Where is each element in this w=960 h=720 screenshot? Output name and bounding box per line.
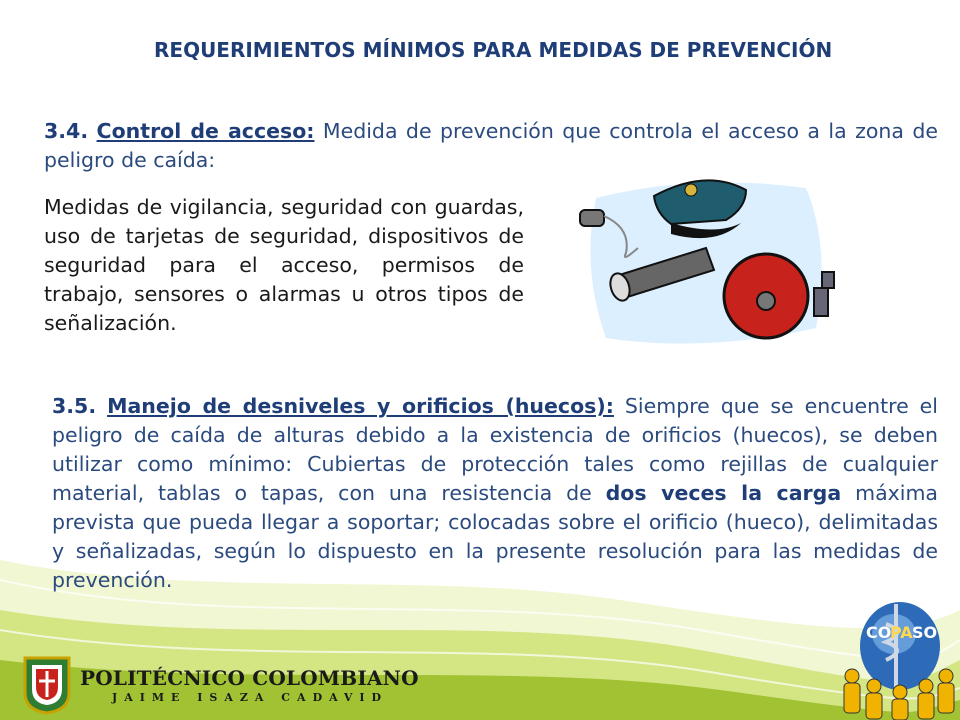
svg-text:SO: SO xyxy=(912,623,938,642)
svg-text:PA: PA xyxy=(890,623,913,642)
section-3-4-measures: Medidas de vigilancia, seguridad con guardas, uso de tarjetas de seguridad, dispositivos de seguridad para el acceso, permisos de trabajo, sensores o alarmas u otros tipos de señalización. xyxy=(44,195,524,335)
svg-text:CO: CO xyxy=(866,623,892,642)
section-3-5-heading: Manejo de desniveles y orificios (huecos): xyxy=(107,394,614,418)
section-3-5-text-1: Siempre que se encuentre el peligro de caída de alturas debido a la existencia de orificios (huecos), se deben utilizar como mínimo: Cubiertas de protección tales como rejillas de cualquier material, tablas o tapas, con una resistencia de xyxy=(52,394,938,505)
institution-name: POLITÉCNICO COLOMBIANO xyxy=(80,666,419,690)
slide-title: REQUERIMIENTOS MÍNIMOS PARA MEDIDAS DE PREVENCIÓN xyxy=(154,38,833,62)
section-3-5-text-2: máxima prevista que pueda llegar a soportar; colocadas sobre el orificio (hueco), delimitadas y señalizadas, según lo dispuesto en la presente resolución para las medidas de prevención. xyxy=(52,481,938,592)
institution-subtitle: JAIME ISAZA CADAVID xyxy=(112,691,389,704)
section-3-4-intro xyxy=(44,117,938,175)
section-3-5-bold: dos veces la carga xyxy=(605,481,842,505)
copaso-logo-icon xyxy=(838,588,960,720)
security-equipment-illustration xyxy=(576,168,848,358)
section-3-4-heading: Control de acceso: xyxy=(96,119,315,143)
section-3-5 xyxy=(52,392,938,595)
section-3-4-text: Medida de prevención que controla el acceso a la zona de peligro de caída: xyxy=(44,119,938,172)
section-3-5-number: 3.5. xyxy=(52,394,97,418)
politecnico-shield-icon xyxy=(22,655,72,715)
section-3-4-number: 3.4. xyxy=(44,119,89,143)
